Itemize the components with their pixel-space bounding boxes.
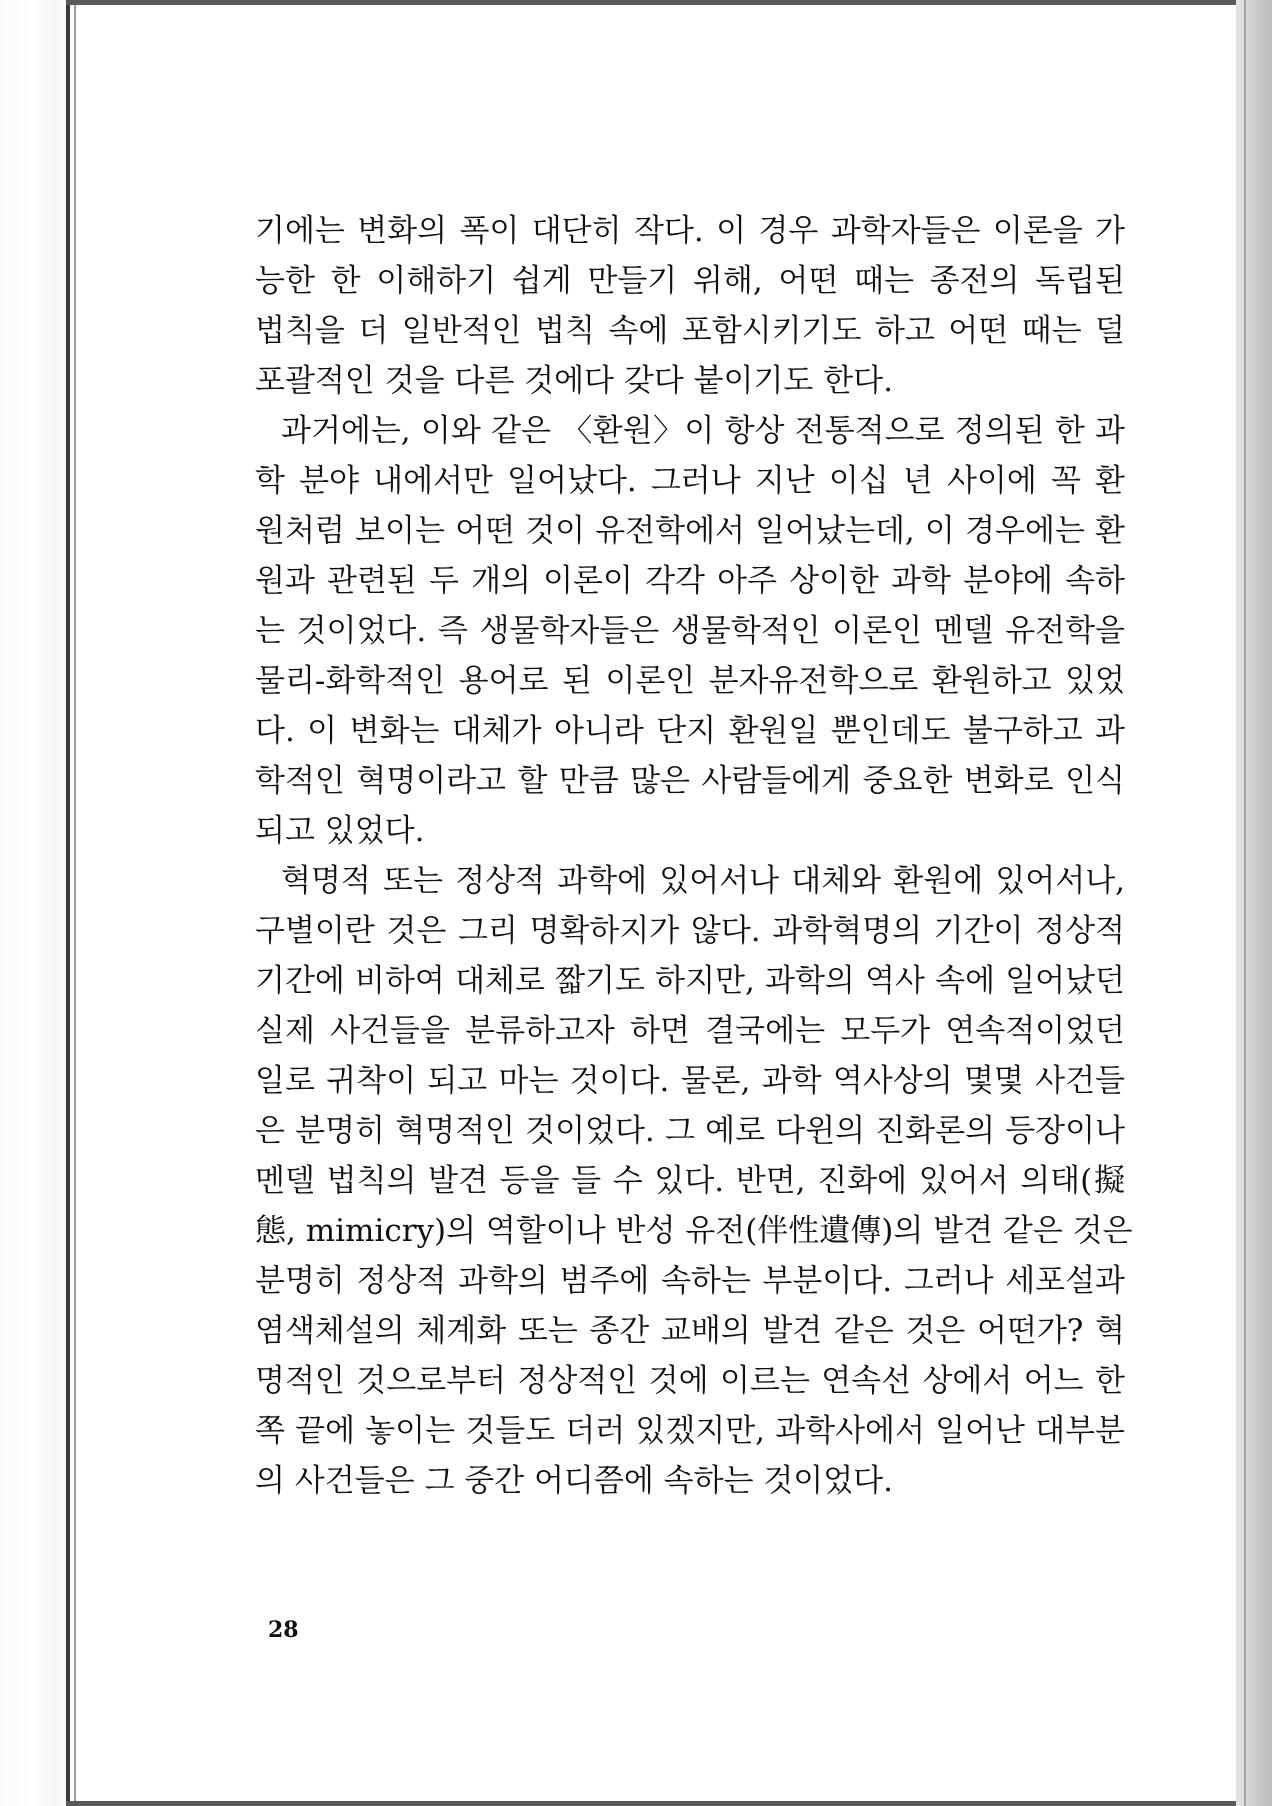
text-line: 혁명적 또는 정상적 과학에 있어서나 대체와 환원에 있어서나,	[281, 863, 1125, 899]
text-line: 실제 사건들을 분류하고자 하면 결국에는 모두가 연속적이었던	[255, 1013, 1125, 1049]
text-line: 기에는 변화의 폭이 대단히 작다. 이 경우 과학자들은 이론을 가	[255, 213, 1125, 249]
page-bottom-edge	[66, 1801, 1246, 1806]
text-line: 일로 귀착이 되고 마는 것이다. 물론, 과학 역사상의 몇몇 사건들	[255, 1063, 1125, 1099]
page-number: 28	[268, 1617, 299, 1643]
text-line: 쪽 끝에 놓이는 것들도 더러 있겠지만, 과학사에서 일어난 대부분	[255, 1413, 1125, 1449]
text-line: 능한 한 이해하기 쉽게 만들기 위해, 어떤 때는 종전의 독립된	[255, 263, 1125, 299]
text-line: 되고 있었다.	[255, 813, 425, 849]
text-line: 포괄적인 것을 다른 것에다 갖다 붙이기도 한다.	[255, 363, 893, 399]
text-line: 법칙을 더 일반적인 법칙 속에 포함시키기도 하고 어떤 때는 덜	[255, 313, 1125, 349]
text-line: 원처럼 보이는 어떤 것이 유전학에서 일어났는데, 이 경우에는 환	[255, 513, 1125, 549]
body-text	[255, 206, 1133, 1506]
text-line: 態, mimicry)의 역할이나 반성 유전(伴性遺傳)의 발견 같은 것은	[255, 1213, 1133, 1249]
text-line: 원과 관련된 두 개의 이론이 각각 아주 상이한 과학 분야에 속하	[255, 563, 1125, 599]
text-line: 은 분명히 혁명적인 것이었다. 그 예로 다윈의 진화론의 등장이나	[255, 1113, 1125, 1149]
text-line: 학 분야 내에서만 일어났다. 그러나 지난 이십 년 사이에 꼭 환	[255, 463, 1125, 499]
text-line: 물리-화학적인 용어로 된 이론인 분자유전학으로 환원하고 있었	[255, 663, 1125, 699]
text-line: 구별이란 것은 그리 명확하지가 않다. 과학혁명의 기간이 정상적	[255, 913, 1125, 949]
page-top-edge	[66, 0, 1246, 5]
text-line: 멘델 법칙의 발견 등을 들 수 있다. 반면, 진화에 있어서 의태(擬	[255, 1163, 1125, 1199]
text-line: 다. 이 변화는 대체가 아니라 단지 환원일 뿐인데도 불구하고 과	[255, 713, 1125, 749]
text-line: 분명히 정상적 과학의 범주에 속하는 부분이다. 그러나 세포설과	[255, 1263, 1125, 1299]
binding-line	[66, 4, 70, 1802]
page-right-edge	[1244, 0, 1246, 1806]
text-line: 기간에 비하여 대체로 짧기도 하지만, 과학의 역사 속에 일어났던	[255, 963, 1125, 999]
text-line: 는 것이었다. 즉 생물학자들은 생물학적인 이론인 멘델 유전학을	[255, 613, 1125, 649]
binding-line-inner	[74, 4, 76, 1802]
text-line: 염색체설의 체계화 또는 종간 교배의 발견 같은 것은 어떤가? 혁	[255, 1313, 1125, 1349]
text-line: 의 사건들은 그 중간 어디쯤에 속하는 것이었다.	[255, 1463, 893, 1499]
text-line: 과거에는, 이와 같은 〈환원〉이 항상 전통적으로 정의된 한 과	[281, 413, 1125, 449]
text-line: 학적인 혁명이라고 할 만큼 많은 사람들에게 중요한 변화로 인식	[255, 763, 1125, 799]
text-line: 명적인 것으로부터 정상적인 것에 이르는 연속선 상에서 어느 한	[255, 1363, 1125, 1399]
page-right-shadow	[1236, 0, 1272, 1806]
